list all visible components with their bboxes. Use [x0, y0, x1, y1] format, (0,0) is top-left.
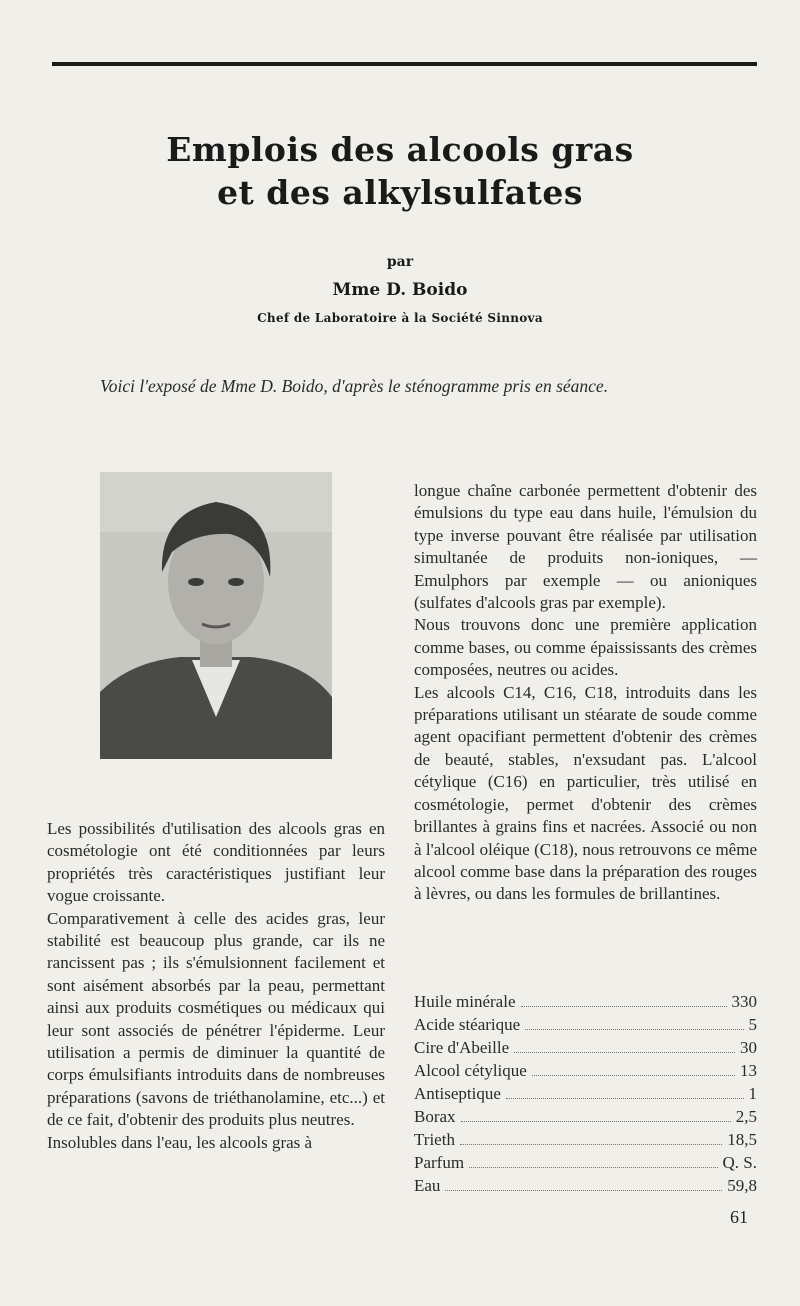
- leader-dots: [460, 1144, 722, 1145]
- ingredient-name: Huile minérale: [414, 992, 516, 1011]
- paragraph: Les alcools C14, C16, C18, introduits dans les préparations utilisant un stéarate de soude comme agent opacifiant permettent d'obtenir des crèmes de beauté, stables, n'exsudant pas. L'alcool cétylique (C16) en particulier, très utilisé en cosmétologie, permet d'obtenir des crèmes brillantes à grains fins et nacrées. Associé ou non à l'alcool oléique (C18), nous retrouvons ce même alcool comme base dans la préparation des rouges à lèvres, ou dans les formules de brillantines.: [414, 682, 757, 904]
- ingredient-name: Borax: [414, 1107, 456, 1126]
- leader-dots: [525, 1029, 743, 1030]
- paragraph: longue chaîne carbonée permettent d'obtenir des émulsions du type eau dans huile, l'émulsion du type inverse pouvant être réalisée par utilisation simultanée de produits non-ioniques, — Emulphors par exemple — ou anioniques (sulfates d'alcools gras par exemple).: [414, 481, 757, 613]
- top-rule: [52, 62, 757, 66]
- formula-item: [414, 1107, 757, 1130]
- leader-dots: [514, 1052, 735, 1053]
- formula-item: [414, 1084, 757, 1107]
- formula-item: [414, 1038, 757, 1061]
- page-number: 61: [730, 1207, 748, 1227]
- formula-item: [414, 1153, 757, 1176]
- formula-item: [414, 1130, 757, 1153]
- leader-dots: [521, 1006, 727, 1007]
- paragraph: Nous trouvons donc une première application comme bases, ou comme épaississants des crèmes composées, neutres ou acides.: [414, 615, 757, 680]
- formula-item: [414, 992, 757, 1015]
- portrait-illustration: [100, 472, 332, 759]
- ingredient-name: Cire d'Abeille: [414, 1038, 510, 1057]
- paragraph: Les possibilités d'utilisation des alcools gras en cosmétologie ont été conditionnées par leurs propriétés très caractéristiques justifiant leur vogue croissante.: [47, 819, 385, 906]
- formula-list: [414, 992, 757, 1199]
- intro-note: Voici l'exposé de Mme D. Boido, d'après le sténogramme pris en séance.: [100, 376, 609, 396]
- article-title-line2: et des alkylsulfates: [217, 173, 583, 212]
- ingredient-qty: Q. S.: [722, 1153, 757, 1172]
- ingredient-name: Parfum: [414, 1153, 465, 1172]
- ingredient-name: Antiseptique: [414, 1084, 501, 1103]
- ingredient-name: Eau: [414, 1176, 441, 1195]
- right-column: [414, 480, 757, 906]
- ingredient-name: Trieth: [414, 1130, 455, 1149]
- leader-dots: [506, 1098, 744, 1099]
- author-affiliation: Chef de Laboratoire à la Société Sinnova: [257, 311, 543, 325]
- leader-dots: [532, 1075, 735, 1076]
- formula-item: [414, 1176, 757, 1199]
- ingredient-qty: 30: [740, 1038, 757, 1057]
- formula-item: [414, 1015, 757, 1038]
- ingredient-qty: 2,5: [735, 1107, 757, 1126]
- left-column: [47, 818, 385, 1154]
- article-title-line1: Emplois des alcools gras: [166, 130, 634, 169]
- ingredient-name: Acide stéarique: [414, 1015, 521, 1034]
- ingredient-qty: 59,8: [727, 1176, 757, 1195]
- formula-item: [414, 1061, 757, 1084]
- paragraph: Comparativement à celle des acides gras, leur stabilité est beaucoup plus grande, car ils ne rancissent pas ; ils s'émulsionnent facilement et sont aisément absorbés par la peau, permettant ainsi aux produits cosmétiques ou médicaux qui leur sont associés de pénétrer l'épiderme. Leur utilisation a permis de diminuer la quantité de corps émulsifiants introduits dans de nombreuses préparations (savons de triéthanolamine, etc...) et de ce fait, d'obtenir des produits plus neutres.: [47, 908, 385, 1130]
- ingredient-qty: 5: [748, 1015, 757, 1034]
- leader-dots: [461, 1121, 731, 1122]
- ingredient-qty: 18,5: [727, 1130, 757, 1149]
- ingredient-qty: 330: [731, 992, 757, 1011]
- author-portrait-photo: [100, 472, 332, 759]
- author-name: Mme D. Boido: [332, 280, 468, 300]
- byline-par: par: [386, 254, 414, 270]
- leader-dots: [445, 1190, 722, 1191]
- ingredient-qty: 13: [740, 1061, 757, 1080]
- ingredient-qty: 1: [748, 1084, 757, 1103]
- ingredient-name: Alcool cétylique: [414, 1061, 527, 1080]
- leader-dots: [469, 1167, 717, 1168]
- paragraph: Insolubles dans l'eau, les alcools gras à: [47, 1132, 313, 1152]
